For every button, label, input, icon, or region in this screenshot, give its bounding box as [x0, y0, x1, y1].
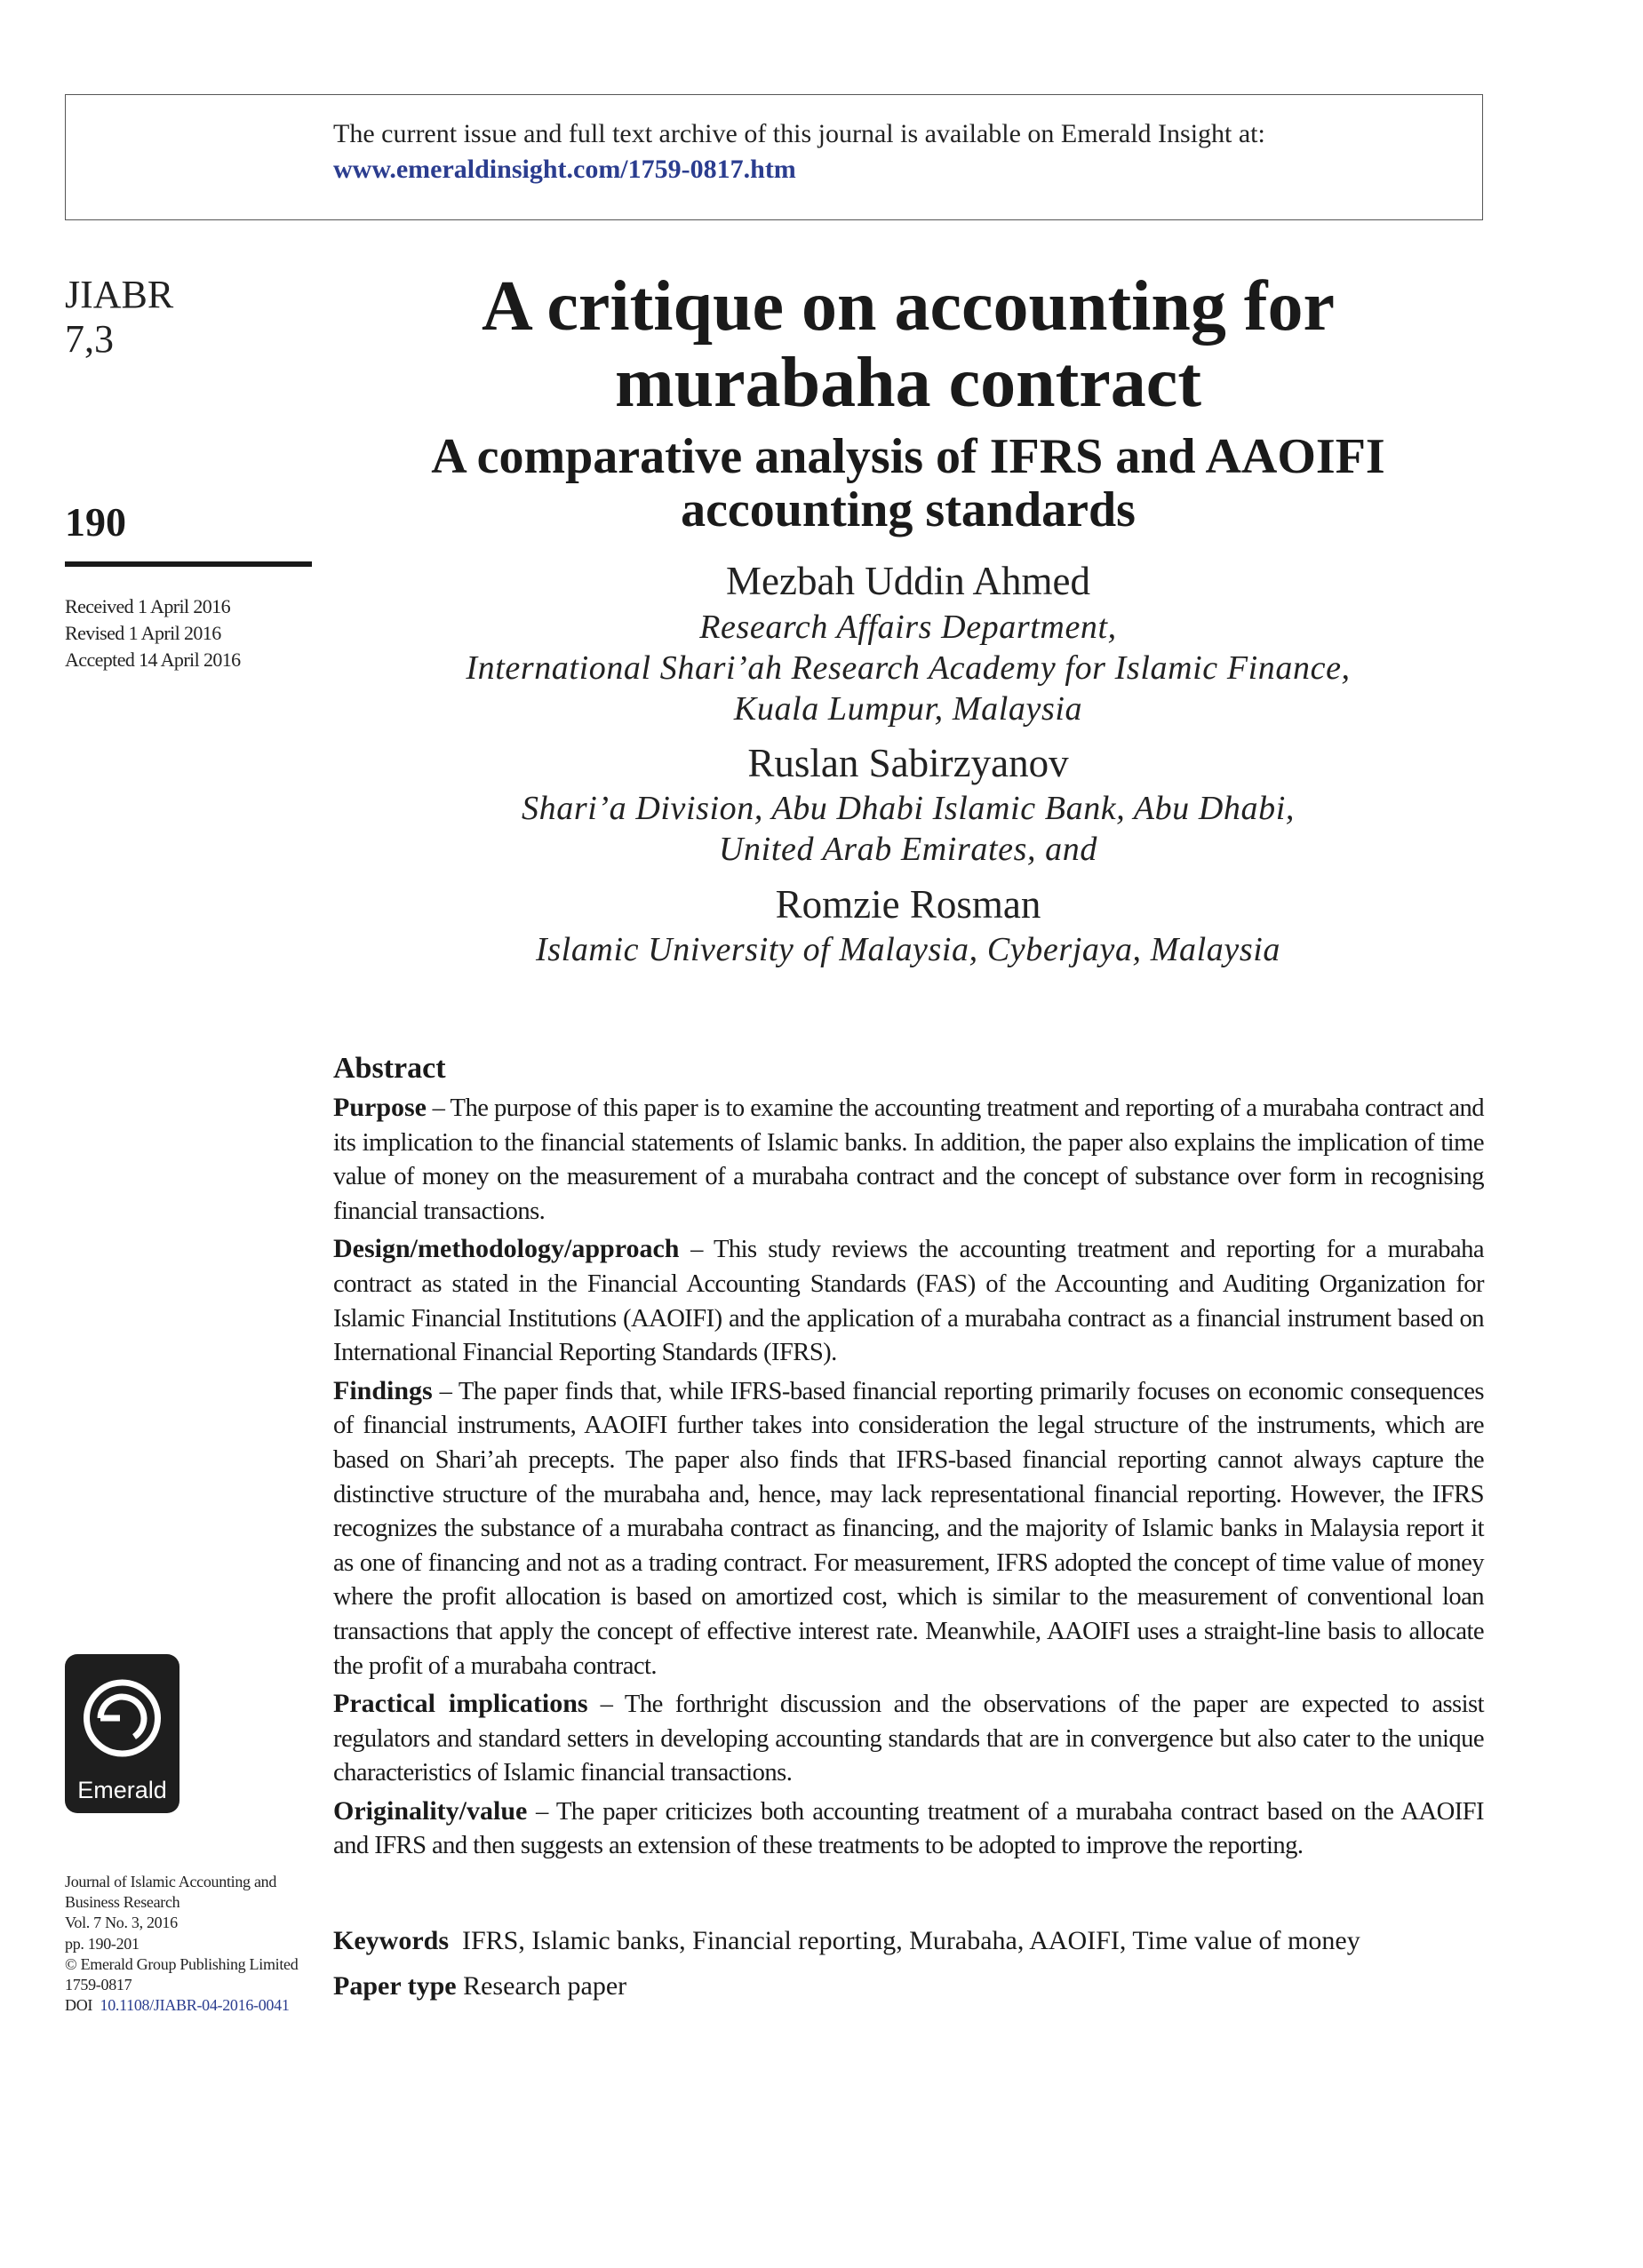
citation-block [65, 1872, 323, 2016]
volume-issue: 7,3 [65, 317, 114, 361]
article-dates [65, 593, 241, 673]
emerald-logo [65, 1654, 179, 1813]
notice-text: The current issue and full text archive of this journal is available on Emerald Insight at: [333, 119, 1265, 148]
abstract-section-findings [333, 1374, 1484, 1683]
author-name: Romzie Rosman [775, 882, 1041, 927]
subtitle-line-1: A comparative analysis of IFRS and AAOIFI [431, 429, 1385, 484]
citation-pages: pp. 190-201 [65, 1934, 140, 1953]
article-subtitle [333, 430, 1483, 537]
section-text: – The paper criticizes both accounting treatment of a murabaha contract based on the AAOIFI and IFRS and then suggests an extension of these treatments to be adopted to improve the reporting. [333, 1797, 1484, 1860]
affiliation-line: Kuala Lumpur, Malaysia [733, 690, 1083, 728]
citation-doi-row [65, 1995, 323, 2016]
abstract-section-purpose [333, 1091, 1484, 1229]
section-label: Originality/value [333, 1795, 528, 1826]
section-text: – The paper finds that, while IFRS-based financial reporting primarily focuses on economic consequences of financial instruments, AAOIFI further takes into consideration the legal structure of the instruments, which are based on Shari’ah precepts. The paper also finds that IFRS-based financial reporting cannot always capture the distinctive structure of the murabaha and, hence, may lack representational financial reporting. However, the IFRS recognizes the substance of a murabaha contract as financing, and the majority of Islamic banks in Malaysia report it as one of financing and not as a trading contract. For measurement, IFRS adopted the concept of time value of money where the profit allocation is based on amortized cost, which is similar to the measurement of conventional loan transactions that apply the concept of effective interest rate. Meanwhile, AAOIFI uses a straight-line basis to allocate the profit of a murabaha contract. [333, 1377, 1484, 1680]
section-label: Findings [333, 1375, 433, 1405]
page-number: 190 [65, 499, 126, 545]
emerald-logo-word: Emerald [77, 1777, 167, 1803]
title-line-1: A critique on accounting for [482, 267, 1335, 346]
paper-type-label: Paper type [333, 1971, 457, 2001]
notice-url-link[interactable]: www.emeraldinsight.com/1759-0817.htm [333, 155, 796, 184]
author-affiliation [333, 607, 1483, 729]
citation-volume: Vol. 7 No. 3, 2016 [65, 1914, 178, 1932]
subtitle-line-2: accounting standards [681, 482, 1136, 537]
keywords-text: IFRS, Islamic banks, Financial reporting, Murabaha, AAOIFI, Time value of money [462, 1926, 1360, 1955]
received-date: Received 1 April 2016 [65, 595, 230, 617]
abstract-section-design [333, 1232, 1484, 1370]
affiliation-line: Research Affairs Department, [699, 609, 1117, 646]
section-label: Practical implications [333, 1689, 588, 1719]
accepted-date: Accepted 14 April 2016 [65, 649, 241, 671]
section-text: – This study reviews the accounting treatment and reporting for a murabaha contract as stated in the Financial Accounting Standards (FAS) of the Accounting and Auditing Organization for Islamic Financial Institutions (AAOIFI) and the application of a murabaha contract as a financial instrument based on International Financial Reporting Standards (IFRS). [333, 1236, 1484, 1367]
citation-journal-line2: Business Research [65, 1893, 180, 1912]
affiliation-line: United Arab Emirates, and [719, 831, 1097, 868]
paper-type-row [333, 1969, 626, 2004]
citation-doi-label: DOI [65, 1996, 93, 2015]
title-line-2: murabaha contract [615, 344, 1201, 422]
revised-date: Revised 1 April 2016 [65, 622, 221, 644]
affiliation-line: Shari’a Division, Abu Dhabi Islamic Bank, Abu Dhabi, [522, 790, 1295, 827]
margin-rule [65, 561, 312, 567]
section-label: Purpose [333, 1093, 427, 1122]
keywords-label: Keywords [333, 1926, 449, 1955]
emerald-e-icon [65, 1663, 179, 1778]
citation-issn: 1759-0817 [65, 1976, 132, 1994]
affiliation-line: Islamic University of Malaysia, Cyberjaya, Malaysia [536, 931, 1280, 968]
abstract-section-originality [333, 1795, 1484, 1864]
author-affiliation [333, 929, 1483, 970]
citation-journal-line1: Journal of Islamic Accounting and [65, 1873, 277, 1890]
abstract-section-practical [333, 1687, 1484, 1791]
journal-abbreviation: JIABR [65, 273, 174, 316]
citation-doi-link[interactable]: 10.1108/JIABR-04-2016-0041 [100, 1996, 290, 2015]
author-name: Mezbah Uddin Ahmed [726, 559, 1090, 603]
paper-type-text: Research paper [463, 1971, 627, 2001]
abstract-body [333, 1091, 1484, 1867]
affiliation-line: International Shari’ah Research Academy for Islamic Finance, [466, 649, 1351, 687]
article-title [333, 268, 1483, 421]
section-label: Design/methodology/approach [333, 1234, 680, 1264]
citation-publisher: © Emerald Group Publishing Limited [65, 1954, 299, 1973]
keywords-row [333, 1923, 1360, 1959]
author-name: Ruslan Sabirzyanov [747, 741, 1069, 785]
author-affiliation [333, 788, 1483, 870]
section-text: – The forthright discussion and the observations of the paper are expected to assist regulators and standard setters in developing accounting standards that are in convergence but also cater to the unique characteristics of Islamic financial transactions. [333, 1691, 1484, 1787]
section-text: – The purpose of this paper is to examine the accounting treatment and reporting of a murabaha contract and its implication to the financial statements of Islamic banks. In addition, the paper also explains the implication of time value of money on the measurement of a murabaha contract and the concept of substance over form in recognising financial transactions. [333, 1094, 1484, 1225]
abstract-heading: Abstract [333, 1052, 446, 1085]
